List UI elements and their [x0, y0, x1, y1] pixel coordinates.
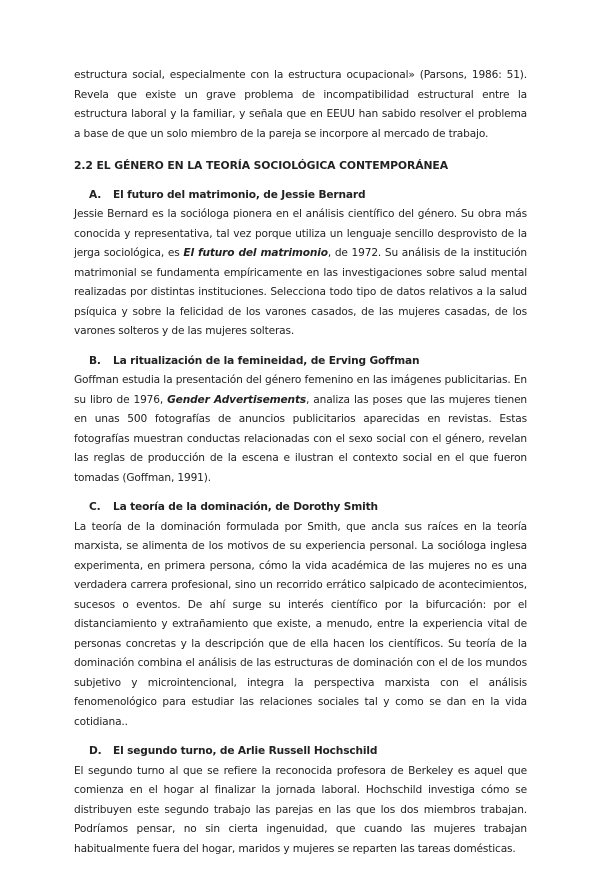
subsection-title	[74, 498, 527, 518]
subsection-letter: C.	[89, 501, 101, 513]
subsection-body: El segundo turno al que se refiere la reconocida profesora de Berkeley es aquel que comienza en el hogar al finalizar la jornada laboral. Hochschild investiga cómo se distribuyen este segundo trabajo las parejas en las que los dos miembros trabajan. Podríamos pensar, no sin cierta ingenuidad, que cuando las mujeres trabajan habitualmente fuera del hogar, maridos y mujeres se reparten las tareas domésticas.	[74, 764, 527, 855]
subsection-title	[74, 186, 527, 206]
subsection-body	[74, 371, 527, 488]
intro-paragraph: estructura social, especialmente con la estructura ocupacional» (Parsons, 1986: 51). Revela que existe un grave problema de incompatibilidad estructural entre la estructura laboral y la familiar, y señala que en EEUU han sabido resolver el problema a base de que un solo miembro de la pareja se incorpore al mercado de trabajo.	[74, 69, 527, 140]
subsection-title-text: La teoría de la dominación, de Dorothy Smith	[113, 501, 378, 513]
subsection-letter: A.	[89, 188, 102, 201]
body-text: , de 1972. Su análisis de la institución matrimonial se fundamenta empíricamente en las investigaciones sobre salud mental realizadas por distintas instituciones. Selecciona todo tipo de datos relativos a la salud psíquica y sobre la felicidad de los varones casados, de las mujeres casadas, de los varones solteros y de las mujeres solteras.	[74, 247, 527, 337]
body-text: Jessie Bernard es la socióloga pionera en el análisis científico del género. Su obra más conocida y representativa, tal vez porque utiliza un lenguaje sencillo desprovisto de la jerga sociológica, es	[74, 208, 527, 259]
subsection-body	[74, 205, 527, 342]
subsection-d	[74, 742, 527, 859]
page-content	[74, 66, 527, 869]
body-text: Goffman estudia la presentación del género femenino en las imágenes publicitarias. En su libro de 1976,	[74, 374, 527, 406]
body-text: , analiza las poses que las mujeres tienen en unas 500 fotografías de anuncios publicitarios aparecidas en revistas. Estas fotografías muestran conductas relacionadas con el sexo social con el género, revelan las reglas de producción de la escena e ilustran el contexto social en el que fueron tomadas (Goffman, 1991).	[74, 393, 528, 484]
section-heading: 2.2 EL GÉNERO EN LA TEORÍA SOCIOLÓGICA CONTEMPORÁNEA	[74, 159, 448, 172]
subsection-title	[74, 352, 527, 372]
subsection-title-text: El futuro del matrimonio, de Jessie Bernard	[113, 188, 366, 201]
subsection-a	[74, 186, 527, 342]
subsection-letter: D.	[89, 745, 102, 757]
subsection-b	[74, 352, 527, 489]
subsection-body: La teoría de la dominación formulada por Smith, que ancla sus raíces en la teoría marxista, se alimenta de los motivos de su experiencia personal. La socióloga inglesa experimenta, en primera persona, cómo la vida académica de las mujeres no es una verdadera carrera profesional, sino un recorrido errático salpicado de acontecimientos, sucesos o eventos. De ahí surge su interés científico por la bifurcación: por el distanciamiento y extrañamiento que existe, a menudo, entre la experiencia vital de personas concretas y la descripción que de ella hacen los científicos. Su teoría de la dominación combina el análisis de las estructuras de dominación con el de los mundos subjetivo y microintencional, integra la perspectiva marxista con el análisis fenomenológico para estudiar las relaciones sociales tal y como se dan en la vida cotidiana..	[74, 520, 527, 728]
subsection-c	[74, 498, 527, 732]
book-title: El futuro del matrimonio	[183, 247, 328, 259]
book-title: Gender Advertisements	[167, 393, 307, 406]
subsection-title	[74, 742, 527, 762]
subsection-letter: B.	[89, 354, 101, 367]
subsection-title-text: El segundo turno, de Arlie Russell Hochschild	[113, 745, 378, 757]
subsection-title-text: La ritualización de la femineidad, de Erving Goffman	[113, 354, 420, 367]
